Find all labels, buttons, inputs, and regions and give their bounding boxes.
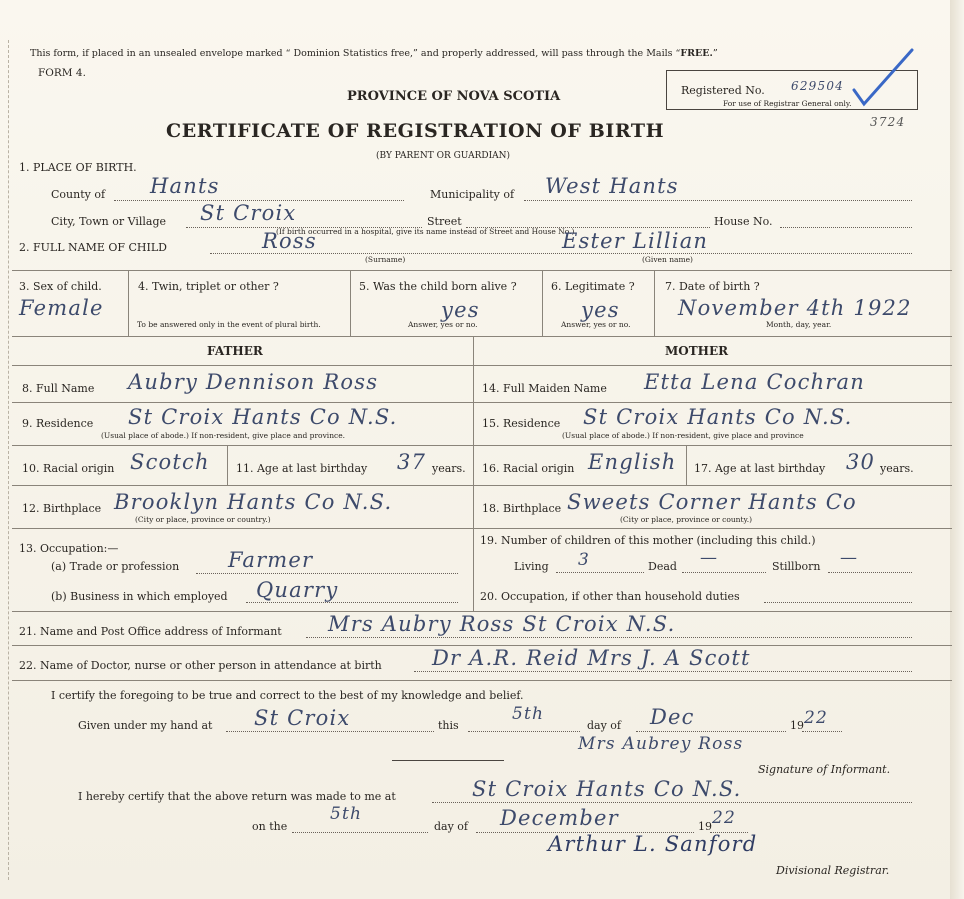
mother-name-label: 14. Full Maiden Name <box>482 382 607 395</box>
mother-occupation-label: 20. Occupation, if other than household duties <box>480 590 740 603</box>
mother-residence-label: 15. Residence <box>482 417 561 430</box>
father-racial-label: 10. Racial origin <box>22 462 115 475</box>
year2-value: 22 <box>712 808 737 828</box>
municipality-line <box>524 200 912 201</box>
mother-racial-label: 16. Racial origin <box>482 462 575 475</box>
twin-label: 4. Twin, triplet or other ? <box>138 280 279 293</box>
street-label: Street <box>427 215 462 228</box>
on-day-line <box>292 832 428 833</box>
divider <box>686 445 687 485</box>
surname-caption: (Surname) <box>365 255 406 264</box>
divider <box>12 528 952 529</box>
child-surname: Ross <box>262 229 317 253</box>
trade-value: Farmer <box>228 548 314 572</box>
year-line <box>802 731 842 732</box>
mother-birthplace-value: Sweets Corner Hants Co <box>567 490 857 514</box>
divider <box>654 270 655 336</box>
father-birthplace-note: (City or place, province or country.) <box>135 515 271 524</box>
doctor-line <box>414 671 912 672</box>
stillborn-value: — <box>840 548 859 568</box>
informant-value: Mrs Aubry Ross St Croix N.S. <box>328 612 676 636</box>
registrar-use-note: For use of Registrar General only. <box>723 99 852 108</box>
given-label: Given under my hand at <box>78 719 213 732</box>
given-place-value: St Croix <box>254 706 351 730</box>
mother-name-value: Etta Lena Cochran <box>644 370 865 394</box>
province-heading: PROVINCE OF NOVA SCOTIA <box>347 89 561 104</box>
mail-notice: This form, if placed in an unsealed envelope marked “ Dominion Statistics free,” and properly addressed, will pass through the Mails “FREE.” <box>30 48 718 59</box>
sex-label: 3. Sex of child. <box>19 280 102 293</box>
municipality-value: West Hants <box>545 174 679 198</box>
divider <box>12 270 952 271</box>
day-of2-label: day of <box>434 820 469 833</box>
trade-label: (a) Trade or profession <box>51 560 180 573</box>
informant-line <box>306 637 912 638</box>
father-residence-label: 9. Residence <box>22 417 94 430</box>
county-label: County of <box>51 188 106 201</box>
legitimate-label: 6. Legitimate ? <box>551 280 635 293</box>
divider <box>12 445 952 446</box>
mother-age-value: 30 <box>846 450 876 474</box>
dead-value: — <box>700 548 719 568</box>
stillborn-line <box>828 572 912 573</box>
divider <box>227 445 228 485</box>
father-heading: FATHER <box>207 344 263 358</box>
day-line <box>468 731 580 732</box>
living-label: Living <box>514 560 549 573</box>
informant-label: 21. Name and Post Office address of Informant <box>19 625 282 638</box>
dob-label: 7. Date of birth ? <box>665 280 760 293</box>
twin-note: To be answered only in the event of plural birth. <box>137 320 321 329</box>
mother-racial-value: English <box>588 450 677 474</box>
child-name-line <box>210 253 912 254</box>
checkmark-icon <box>850 46 920 116</box>
divider <box>12 336 952 337</box>
child-given-name: Ester Lillian <box>562 229 709 253</box>
father-name-label: 8. Full Name <box>22 382 95 395</box>
municipality-label: Municipality of <box>430 188 515 201</box>
divider <box>12 365 952 366</box>
father-years-label: years. <box>432 462 466 475</box>
living-line <box>556 572 644 573</box>
father-age-label: 11. Age at last birthday <box>236 462 368 475</box>
father-name-value: Aubry Dennison Ross <box>128 370 379 394</box>
father-birthplace-value: Brooklyn Hants Co N.S. <box>114 490 393 514</box>
child-name-label: 2. FULL NAME OF CHILD <box>19 241 167 254</box>
mother-occupation-line <box>764 602 912 603</box>
divider <box>473 336 474 611</box>
mother-age-label: 17. Age at last birthday <box>694 462 826 475</box>
certify-statement: I certify the foregoing to be true and correct to the best of my knowledge and belief. <box>51 689 524 702</box>
mother-birthplace-label: 18. Birthplace <box>482 502 562 515</box>
registrar-signature: Arthur L. Sanford <box>548 832 758 856</box>
informant-signature-caption: Signature of Informant. <box>758 763 891 776</box>
year-value: 22 <box>804 708 829 728</box>
stillborn-label: Stillborn <box>772 560 821 573</box>
month-value: Dec <box>650 705 695 729</box>
living-value: 3 <box>578 550 591 570</box>
informant-signature: Mrs Aubrey Ross <box>578 734 744 754</box>
father-age-value: 37 <box>397 450 427 474</box>
page-subtitle: (BY PARENT OR GUARDIAN) <box>376 151 511 161</box>
day-of-label: day of <box>587 719 622 732</box>
registered-number: 629504 <box>791 79 845 93</box>
business-label: (b) Business in which employed <box>51 590 228 603</box>
registrar-caption: Divisional Registrar. <box>776 864 890 877</box>
business-value: Quarry <box>256 578 339 602</box>
dead-label: Dead <box>648 560 677 573</box>
house-line <box>780 227 912 228</box>
divider <box>128 270 129 336</box>
year-prefix: 19 <box>790 719 804 732</box>
day-value: 5th <box>512 704 545 724</box>
father-racial-value: Scotch <box>130 450 210 474</box>
return-label: I hereby certify that the above return was made to me at <box>78 790 396 803</box>
given-name-caption: (Given name) <box>642 255 693 264</box>
given-place-line <box>226 731 434 732</box>
divider <box>542 270 543 336</box>
divider <box>12 402 952 403</box>
mother-heading: MOTHER <box>665 344 729 358</box>
return-place-value: St Croix Hants Co N.S. <box>472 777 742 801</box>
signature-rule <box>392 760 504 761</box>
father-residence-value: St Croix Hants Co N.S. <box>128 405 398 429</box>
sex-value: Female <box>19 296 104 320</box>
house-label: House No. <box>714 215 773 228</box>
county-value: Hants <box>150 174 220 198</box>
divider <box>350 270 351 336</box>
occupation-heading: 13. Occupation:— <box>19 542 119 555</box>
month2-value: December <box>500 806 619 830</box>
business-line <box>246 602 458 603</box>
mother-birthplace-note: (City or place, province or county.) <box>620 515 753 524</box>
registered-label: Registered No. <box>681 84 765 97</box>
mother-years-label: years. <box>880 462 914 475</box>
mother-residence-value: St Croix Hants Co N.S. <box>583 405 853 429</box>
city-label: City, Town or Village <box>51 215 166 228</box>
alive-value: yes <box>441 298 480 322</box>
legitimate-answer-note: Answer, yes or no. <box>561 320 631 329</box>
dob-note: Month, day, year. <box>766 320 832 329</box>
city-value: St Croix <box>200 201 297 225</box>
doctor-label: 22. Name of Doctor, nurse or other person in attendance at birth <box>19 659 382 672</box>
mother-abode-note: (Usual place of abode.) If non-resident, give place and province <box>562 431 804 440</box>
page-title: CERTIFICATE OF REGISTRATION OF BIRTH <box>166 120 665 142</box>
year2-prefix: 19 <box>698 820 712 833</box>
children-count-label: 19. Number of children of this mother (including this child.) <box>480 534 816 547</box>
dead-line <box>682 572 766 573</box>
place-of-birth-heading: 1. PLACE OF BIRTH. <box>19 161 137 174</box>
hospital-note: (If birth occurred in a hospital, give its name instead of Street and House No.) <box>276 227 575 236</box>
father-birthplace-label: 12. Birthplace <box>22 502 102 515</box>
page-edge <box>950 0 964 899</box>
month-line <box>636 731 786 732</box>
on-the-label: on the <box>252 820 288 833</box>
return-place-line <box>432 802 912 803</box>
perforation-line <box>8 40 10 880</box>
alive-answer-note: Answer, yes or no. <box>408 320 478 329</box>
dob-value: November 4th 1922 <box>678 296 912 320</box>
alive-label: 5. Was the child born alive ? <box>359 280 517 293</box>
legitimate-value: yes <box>581 298 620 322</box>
this-label: this <box>438 719 459 732</box>
side-mark: 3724 <box>870 115 906 129</box>
divider <box>12 680 952 681</box>
father-abode-note: (Usual place of abode.) If non-resident, give place and province. <box>101 431 346 440</box>
trade-line <box>196 573 458 574</box>
doctor-value: Dr A.R. Reid Mrs J. A Scott <box>432 646 751 670</box>
form-number: FORM 4. <box>38 67 86 79</box>
on-day-value: 5th <box>330 804 363 824</box>
divider <box>12 485 952 486</box>
